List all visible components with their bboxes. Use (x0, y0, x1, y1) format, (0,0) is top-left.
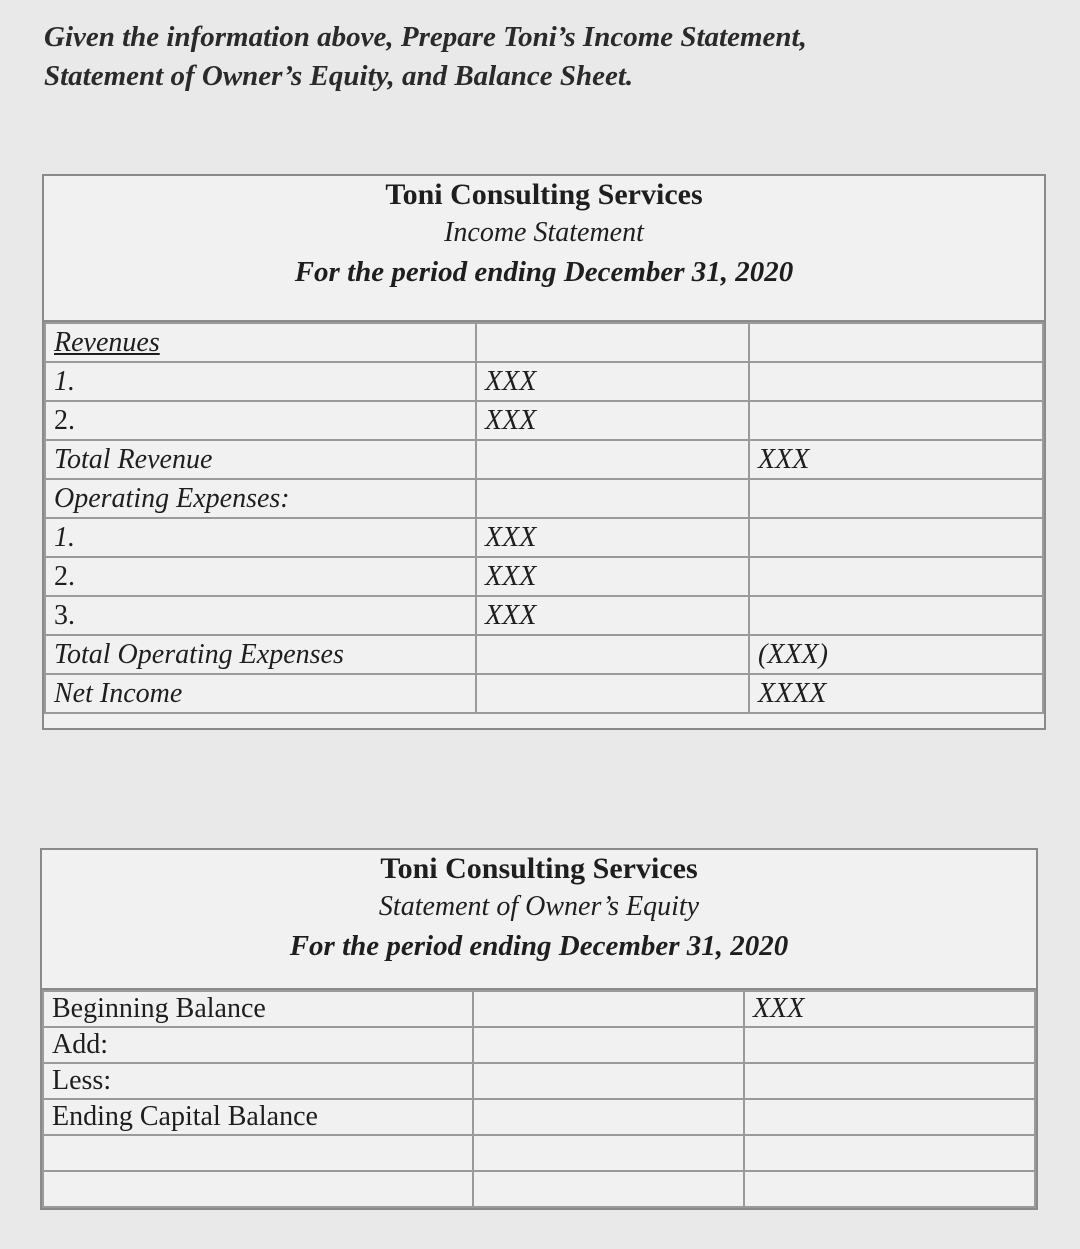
table-row (45, 596, 1043, 635)
cell-total (744, 1171, 1035, 1207)
cell-amount (473, 1063, 744, 1099)
row-label: Ending Capital Balance (43, 1099, 473, 1135)
row-label: Revenues (45, 323, 476, 362)
cell-total (744, 1099, 1035, 1135)
table-row (45, 479, 1043, 518)
owners-equity-table (42, 990, 1036, 1208)
cell-amount: XXX (476, 596, 749, 635)
cell-amount (473, 1135, 744, 1171)
row-label (43, 1171, 473, 1207)
table-row (43, 1099, 1035, 1135)
table-row (45, 635, 1043, 674)
cell-amount: XXX (476, 362, 749, 401)
row-label: 2. (45, 557, 476, 596)
owners-equity-statement (40, 848, 1038, 1210)
cell-amount: XXX (476, 557, 749, 596)
owners-equity-heading (42, 850, 1036, 990)
cell-total (749, 518, 1043, 557)
table-row (43, 991, 1035, 1027)
cell-amount: XXX (476, 518, 749, 557)
row-label: Net Income (45, 674, 476, 713)
cell-total (744, 1063, 1035, 1099)
cell-amount (476, 635, 749, 674)
statement-period: For the period ending December 31, 2020 (289, 930, 789, 962)
row-label (43, 1135, 473, 1171)
cell-amount (476, 674, 749, 713)
cell-total (744, 1027, 1035, 1063)
company-name: Toni Consulting Services (385, 178, 703, 211)
table-row (45, 440, 1043, 479)
cell-total (749, 401, 1043, 440)
instructions-line-1: Given the information above, Prepare Toni’s Income Statement, (44, 21, 807, 53)
row-label: 2. (45, 401, 476, 440)
income-statement (42, 174, 1046, 730)
table-row (45, 401, 1043, 440)
row-label: 3. (45, 596, 476, 635)
instructions-line-2: Statement of Owner’s Equity, and Balance Sheet. (44, 60, 634, 92)
table-row (45, 362, 1043, 401)
cell-amount (473, 1027, 744, 1063)
cell-total (749, 596, 1043, 635)
statement-title: Income Statement (444, 217, 644, 248)
income-statement-heading (44, 176, 1044, 322)
cell-total (749, 557, 1043, 596)
cell-amount (473, 1099, 744, 1135)
row-label: Total Operating Expenses (45, 635, 476, 674)
table-row (43, 1171, 1035, 1207)
table-row (45, 518, 1043, 557)
row-label: Less: (43, 1063, 473, 1099)
company-name: Toni Consulting Services (380, 852, 698, 885)
table-row (45, 557, 1043, 596)
cell-total (749, 362, 1043, 401)
cell-amount (473, 991, 744, 1027)
cell-total: XXX (744, 991, 1035, 1027)
cell-amount: XXX (476, 401, 749, 440)
row-label: 1. (45, 362, 476, 401)
row-label: Add: (43, 1027, 473, 1063)
statement-period: For the period ending December 31, 2020 (294, 256, 794, 288)
table-row (43, 1063, 1035, 1099)
row-label: Total Revenue (45, 440, 476, 479)
cell-amount (476, 479, 749, 518)
cell-total: XXX (749, 440, 1043, 479)
table-row (45, 674, 1043, 713)
row-label: Operating Expenses: (45, 479, 476, 518)
cell-amount (476, 440, 749, 479)
cell-total (744, 1135, 1035, 1171)
cell-total: (XXX) (749, 635, 1043, 674)
table-row (43, 1027, 1035, 1063)
statement-title: Statement of Owner’s Equity (378, 891, 700, 922)
row-label: Beginning Balance (43, 991, 473, 1027)
cell-amount (476, 323, 749, 362)
table-row (45, 323, 1043, 362)
table-row (43, 1135, 1035, 1171)
cell-total (749, 323, 1043, 362)
instructions (44, 18, 1044, 96)
cell-total: XXXX (749, 674, 1043, 713)
income-statement-table (44, 322, 1044, 714)
row-label: 1. (45, 518, 476, 557)
cell-amount (473, 1171, 744, 1207)
cell-total (749, 479, 1043, 518)
